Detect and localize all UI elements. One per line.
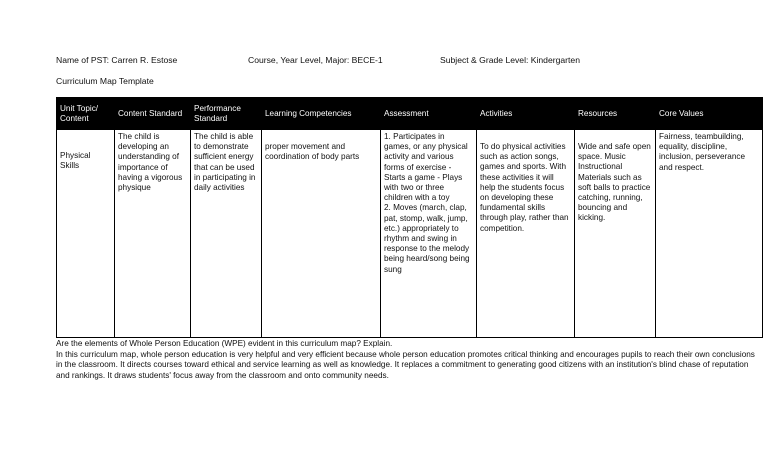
activities-cell: To do physical activities such as action songs, games and sports. With these activities it will help the students focus on developing these fundamental skills through play, rather than competition. [477,130,575,338]
wpe-question: Are the elements of Whole Person Education (WPE) evident in this curriculum map? Explain. [56,339,393,348]
column-header: Activities [477,98,575,130]
column-header: Content Standard [115,98,191,130]
learning-competencies-cell: proper movement and coordination of body parts [262,130,381,338]
content-standard-cell: The child is developing an understanding of importance of having a vigorous physique [115,130,191,338]
table-header-row [57,98,763,130]
assessment-cell [381,130,477,338]
column-header: Performance Standard [191,98,262,130]
wpe-answer: In this curriculum map, whole person education is very helpful and very efficient because whole person education promotes critical thinking and encourages pupils to reach their own conclusions in the classroom. It directs courses toward ethical and service learning as well as knowledge. It replaces a commitment to generating good citizens with an institution's blind chase of reputation and rankings. It draws students' focus away from the classroom and onto community needs. [56,349,755,380]
column-header: Core Values [656,98,763,130]
template-title: Curriculum Map Template [56,76,154,86]
column-header: Unit Topic/ Content [57,98,115,130]
subject-grade-level: Subject & Grade Level: Kindergarten [440,55,580,65]
assessment-item: 2. Moves (march, clap, pat, stomp, walk, jump, etc.) appropriately to rhythm and swing in response to the melody being heard/song being sung [384,203,470,274]
assessment-item: 1. Participates in games, or any physical activity and various forms of exercise - Starts a game - Plays with two or three children with a toy [384,132,468,203]
resources-cell: Wide and safe open space. Music Instructional Materials such as soft balls to practice catching, running, bouncing and kicking. [575,130,656,338]
column-header: Assessment [381,98,477,130]
table-row [57,130,763,338]
curriculum-map-table [56,97,763,338]
column-header: Resources [575,98,656,130]
course-year-major: Course, Year Level, Major: BECE-1 [248,55,383,65]
reflection-section [56,339,762,381]
unit-topic-cell: Physical Skills [57,130,115,338]
performance-standard-cell: The child is able to demonstrate sufficient energy that can be used in participating in daily activities [191,130,262,338]
column-header: Learning Competencies [262,98,381,130]
pst-name: Name of PST: Carren R. Estose [56,55,178,65]
core-values-cell: Fairness, teambuilding, equality, discipline, inclusion, perseverance and respect. [656,130,763,338]
